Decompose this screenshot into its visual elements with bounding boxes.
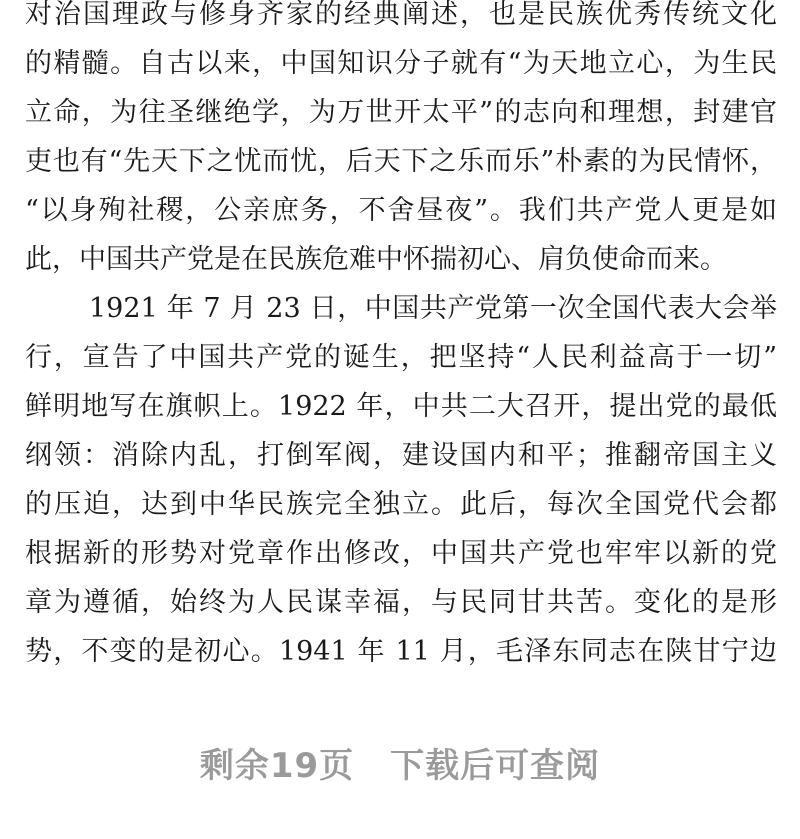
- text-line: 立命，为往圣继绝学，为万世开太平”的志向和理想，封建官: [25, 97, 777, 128]
- text-line: 对治国理政与修身齐家的经典阐述，也是民族优秀传统文化: [25, 0, 777, 30]
- text-line: 此，中国共产党是在民族危难中怀揣初心、肩负使命而来。: [25, 244, 727, 275]
- text-line: 章为遵循，始终为人民谋幸福，与民同甘共苦。变化的是形: [25, 587, 777, 618]
- text-line: 的压迫，达到中华民族完全独立。此后，每次全国党代会都: [25, 489, 777, 520]
- text-line: 吏也有“先天下之忧而忧，后天下之乐而乐”朴素的为民情怀，: [25, 146, 777, 177]
- download-prompt[interactable]: [0, 738, 800, 787]
- text-line: 行，宣告了中国共产党的诞生，把坚持“人民利益高于一切”: [25, 342, 777, 373]
- remaining-pages-label[interactable]: 剩余19页: [199, 746, 355, 786]
- text-line: “以身殉社稷，公亲庶务，不舍昼夜”。我们共产党人更是如: [25, 195, 777, 226]
- text-line: 的精髓。自古以来，中国知识分子就有“为天地立心，为生民: [25, 48, 777, 79]
- download-to-view-link[interactable]: 下载后可查阅: [390, 746, 601, 786]
- text-line: 势，不变的是初心。1941 年 11 月，毛泽东同志在陕甘宁边: [25, 636, 777, 667]
- text-line: 纲领：消除内乱，打倒军阀，建设国内和平；推翻帝国主义: [25, 440, 777, 471]
- document-body: [25, 0, 777, 676]
- text-line: 鲜明地写在旗帜上。1922 年，中共二大召开，提出党的最低: [25, 391, 777, 422]
- text-line: 1921 年 7 月 23 日，中国共产党第一次全国代表大会举: [89, 293, 777, 324]
- text-line: 根据新的形势对党章作出修改，中国共产党也牢牢以新的党: [25, 538, 777, 569]
